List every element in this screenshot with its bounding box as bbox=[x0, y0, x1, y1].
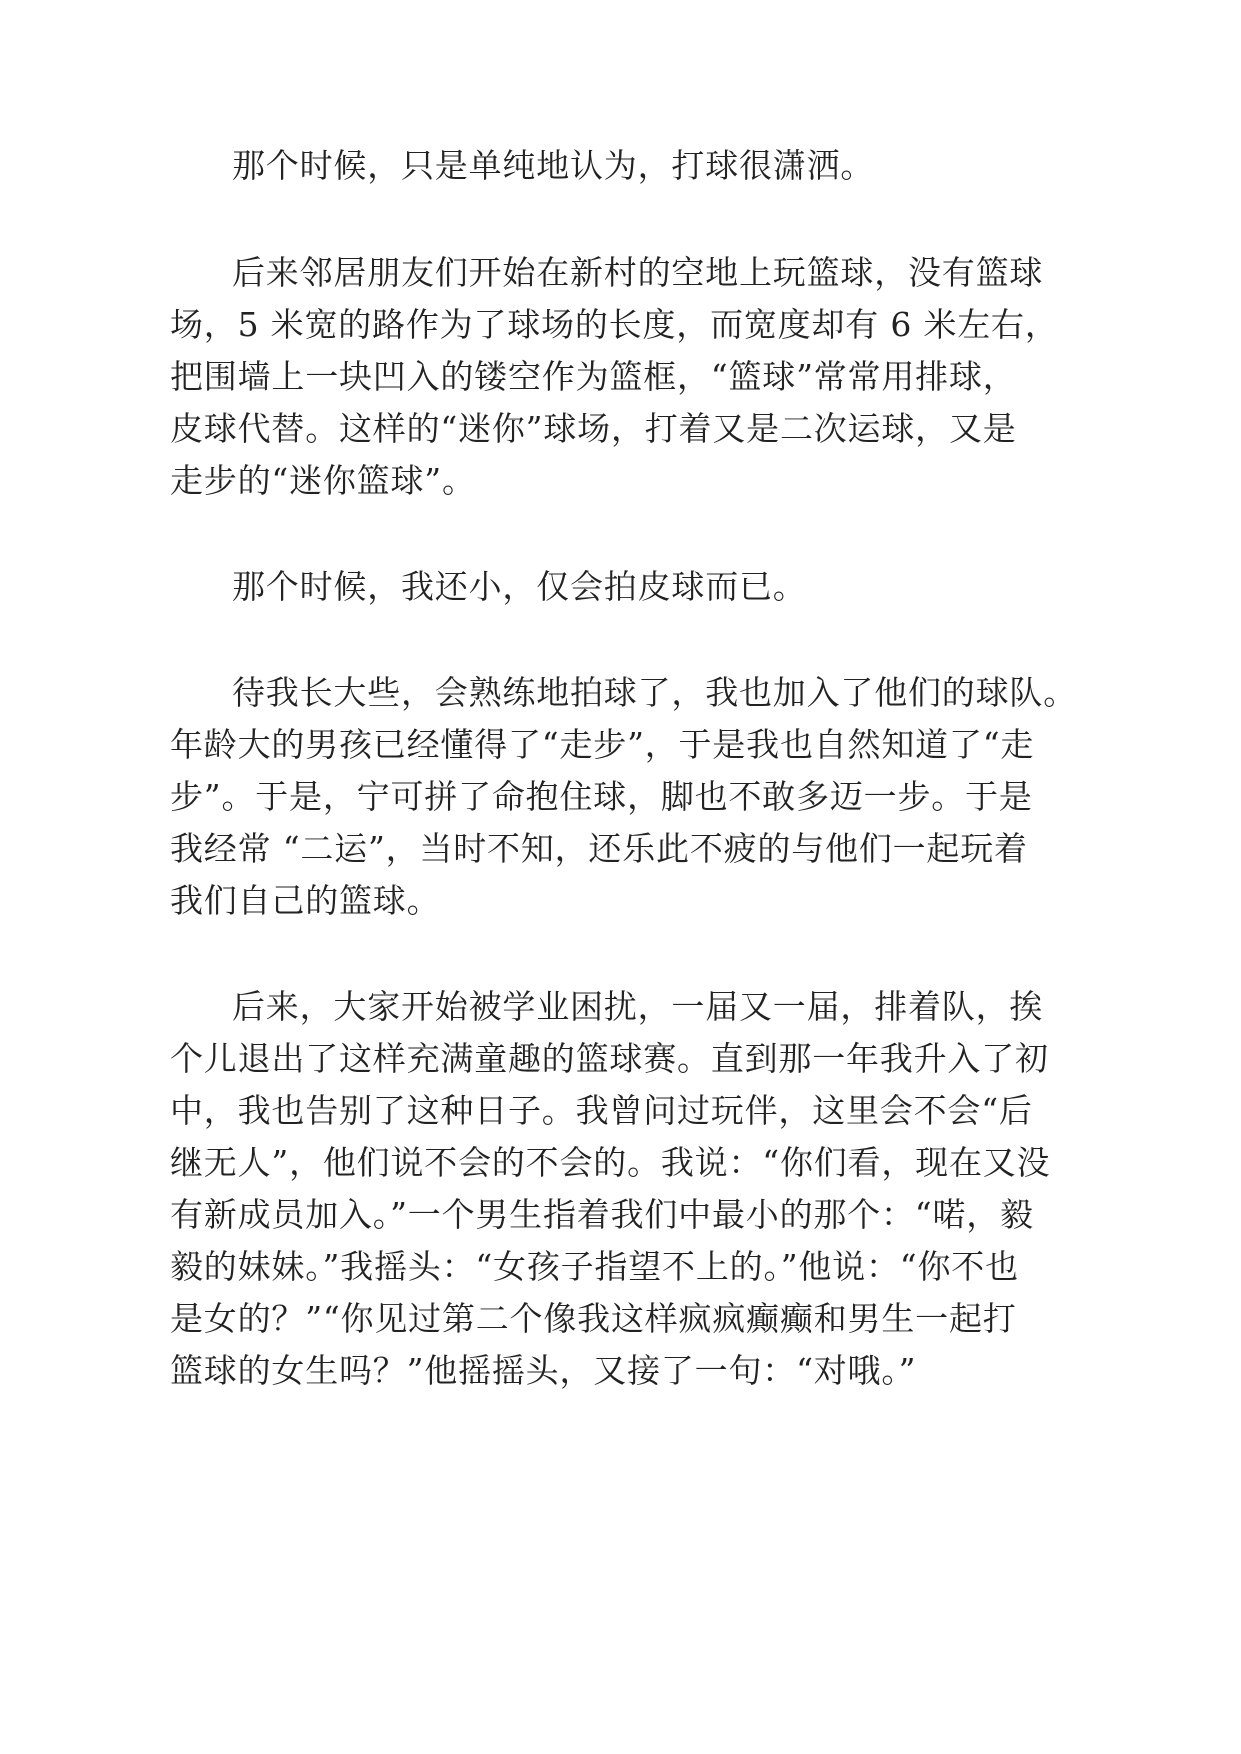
text-line: 后来，大家开始被学业困扰，一届又一届，排着队，挨 bbox=[232, 987, 1044, 1026]
text-line: 那个时候，只是单纯地认为，打球很潇洒。 bbox=[232, 146, 875, 185]
text-line: 待我长大些，会熟练地拍球了，我也加入了他们的球队。 bbox=[232, 673, 1077, 712]
text-line: 皮球代替。这样的“迷你”球场，打着又是二次运球，又是 bbox=[170, 409, 1017, 448]
text-line: 把围墙上一块凹入的镂空作为篮框，“篮球”常常用排球， bbox=[170, 357, 1017, 396]
text-line: 个儿退出了这样充满童趣的篮球赛。直到那一年我升入了初 bbox=[170, 1039, 1049, 1078]
text-line: 年龄大的男孩已经懂得了“走步”，于是我也自然知道了“走 bbox=[170, 725, 1035, 764]
text-line: 场，5 米宽的路作为了球场的长度，而宽度却有 6 米左右， bbox=[170, 305, 1059, 344]
text-line: 走步的“迷你篮球”。 bbox=[170, 461, 476, 500]
text-line: 那个时候，我还小，仅会拍皮球而已。 bbox=[232, 567, 807, 606]
text-line: 中，我也告别了这种日子。我曾问过玩伴，这里会不会“后 bbox=[170, 1091, 1033, 1130]
text-line: 继无人”，他们说不会的不会的。我说：“你们看，现在又没 bbox=[170, 1143, 1051, 1182]
text-line: 篮球的女生吗？”他摇摇头，又接了一句：“对哦。” bbox=[170, 1351, 917, 1390]
text-line: 有新成员加入。”一个男生指着我们中最小的那个：“喏，毅 bbox=[170, 1195, 1034, 1234]
text-line: 毅的妹妹。”我摇头：“女孩子指望不上的。”他说：“你不也 bbox=[170, 1247, 1019, 1286]
text-line: 我们自己的篮球。 bbox=[170, 881, 441, 920]
text-line: 我经常 “二运”，当时不知，还乐此不疲的与他们一起玩着 bbox=[170, 829, 1028, 868]
text-line: 后来邻居朋友们开始在新村的空地上玩篮球，没有篮球 bbox=[232, 253, 1044, 292]
text-line: 步”。于是，宁可拼了命抱住球，脚也不敢多迈一步。于是 bbox=[170, 777, 1033, 816]
text-line: 是女的？”“你见过第二个像我这样疯疯癫癫和男生一起打 bbox=[170, 1299, 1017, 1338]
